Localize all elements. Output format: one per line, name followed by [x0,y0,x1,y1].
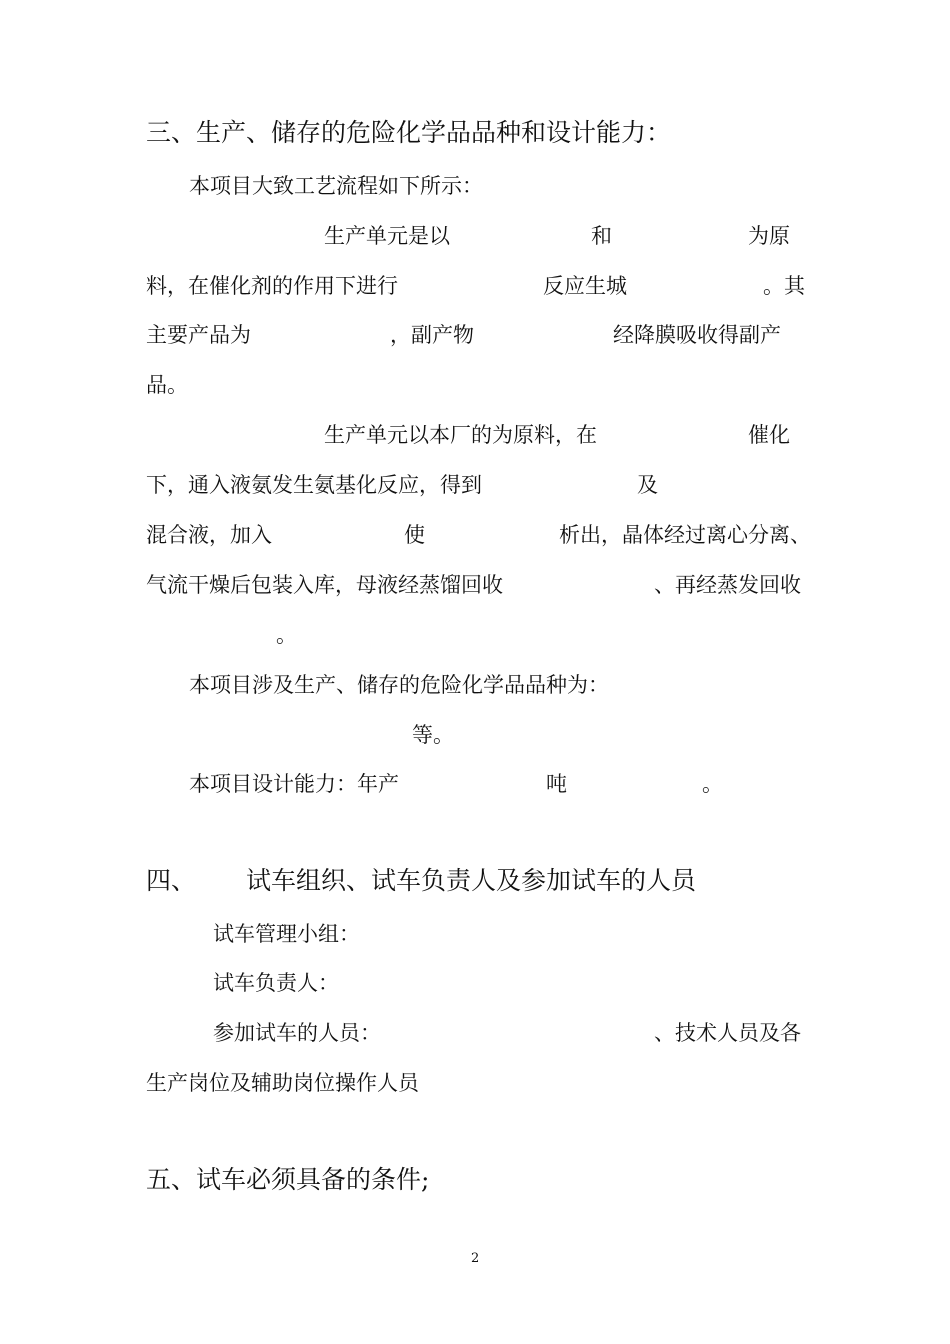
p3-text: 本项目涉及生产、储存的危险化学品品种为： [189,673,609,697]
p2-text: 析出，晶体经过离心分离、 [559,523,811,547]
section-4-heading: 试车组织、试车负责人及参加试车的人员 [246,866,697,895]
p2-text: 使 [404,523,425,547]
p2-text: 气流干燥后包装入库，母液经蒸馏回收 [146,573,503,597]
p2-text: 及 [637,473,658,497]
trial-staff: 生产岗位及辅助岗位操作人员 [146,1071,419,1095]
p2-text: 下，通入液氨发生氨基化反应，得到 [146,473,482,497]
p2-text: 催化 [748,423,790,447]
p1-text: 反应生城 [543,274,627,298]
process-intro: 本项目大致工艺流程如下所示： [189,174,483,198]
p3-text: 等。 [412,723,454,747]
section-3-heading: 三、生产、储存的危险化学品品种和设计能力： [146,118,672,147]
section-4-number: 四、 [146,866,197,895]
capacity-text: 吨 [546,772,567,796]
p2-text: 、再经蒸发回收 [654,573,801,597]
trial-group: 试车管理小组： [213,922,360,946]
p1-text: 主要产品为 [146,323,251,347]
section-5-heading: 五、试车必须具备的条件; [146,1165,430,1194]
p2-text: 。 [276,623,297,647]
trial-staff: 、技术人员及各 [654,1021,801,1045]
p1-text: 经降膜吸收得副产 [613,323,781,347]
p1-text: 和 [591,224,612,248]
p1-text: 料，在催化剂的作用下进行 [146,274,398,298]
p1-text: 生产单元是以 [324,224,450,248]
p2-text: 混合液，加入 [146,523,272,547]
p1-text: 品。 [146,373,188,397]
p1-text: 。其 [763,274,805,298]
p2-text: 生产单元以本厂的为原料，在 [324,423,597,447]
p1-text: ，副产物 [390,323,474,347]
capacity-text: 本项目设计能力：年产 [189,772,399,796]
p1-text: 为原 [748,224,790,248]
trial-leader: 试车负责人： [213,971,339,995]
trial-staff: 参加试车的人员： [213,1021,381,1045]
capacity-text: 。 [702,772,723,796]
page-number: 2 [471,1251,480,1266]
